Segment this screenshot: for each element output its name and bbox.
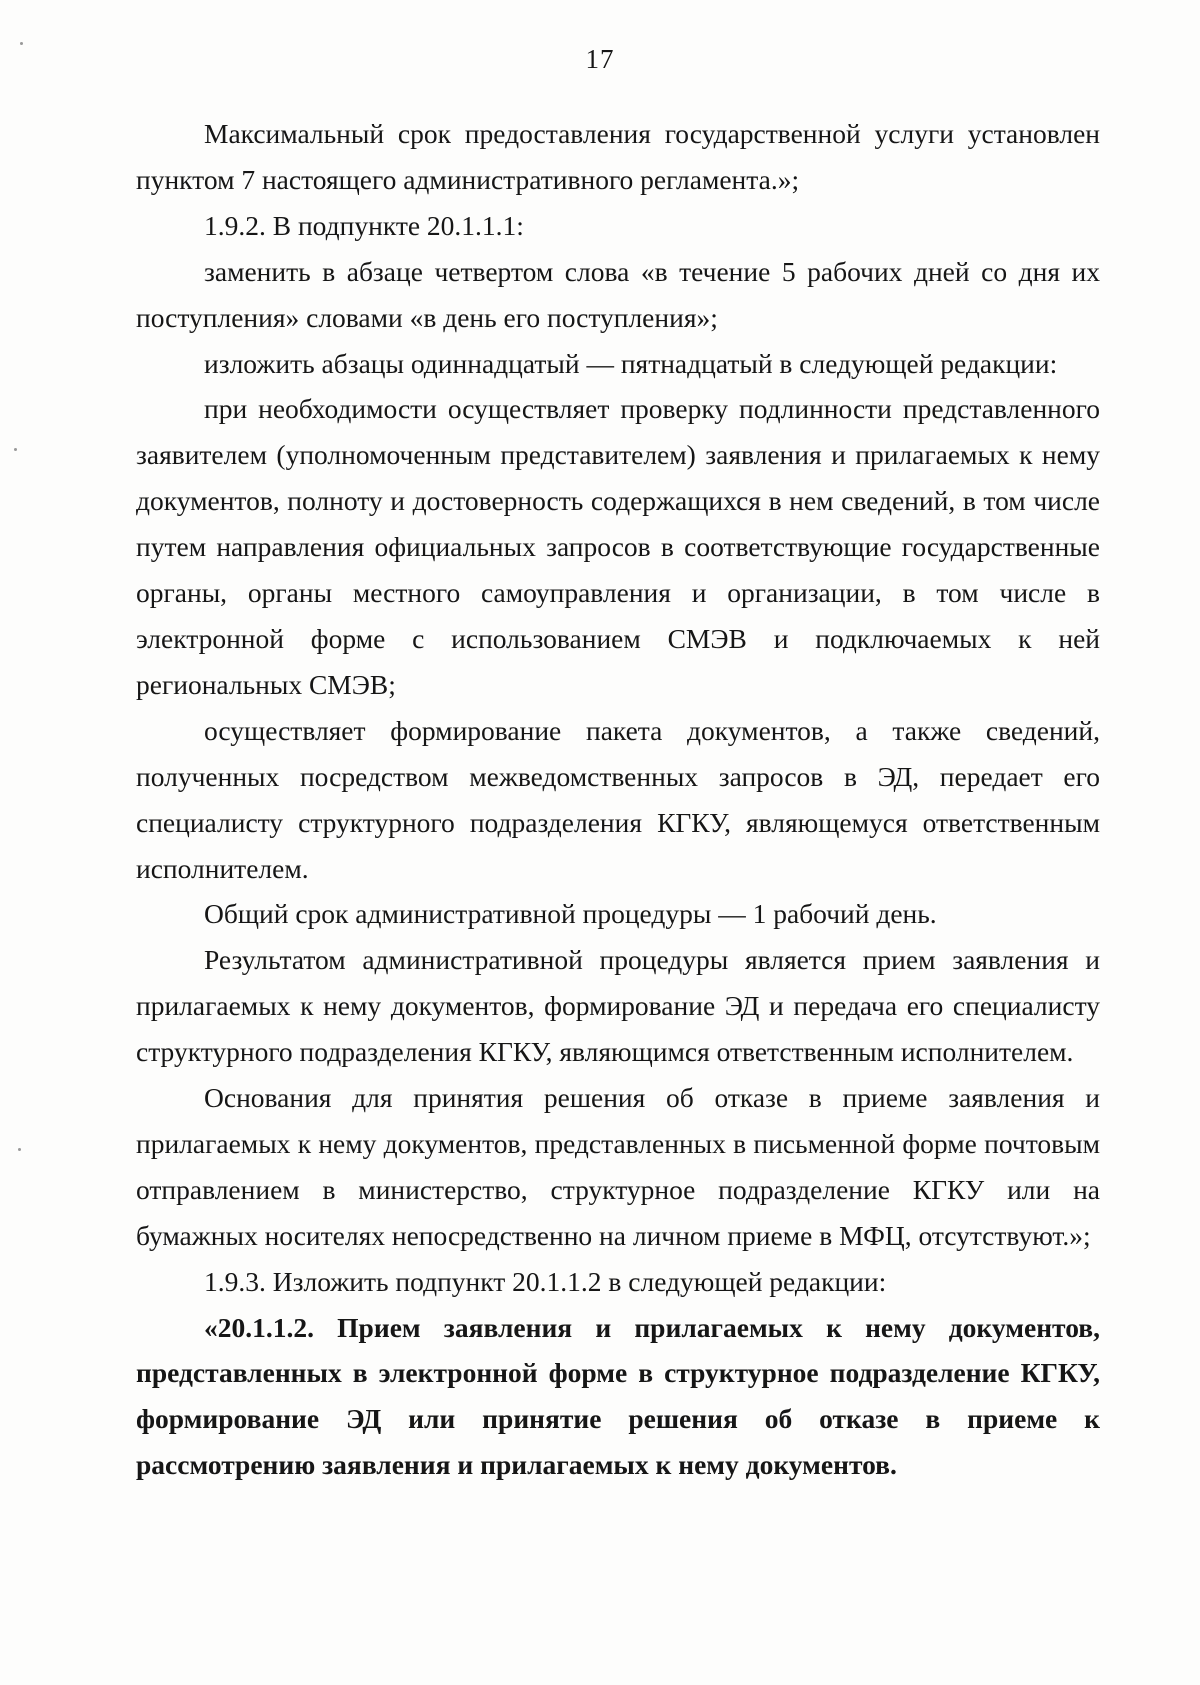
paragraph-section-20-1-1-2: «20.1.1.2. Прием заявления и прилагаемых к нему документов, представленных в электронной форме в структурное подразделение КГКУ, формирование ЭД или принятие решения об отказе в приеме к рассмотрению заявления и прилагаемых к нему документов. [136, 1311, 1100, 1481]
paragraph-verification: при необходимости осуществляет проверку подлинности представленного заявителем (уполномоченным представителем) заявления и прилагаемых к нему документов, полноту и достоверность содержащихся в нем сведений, в том числе путем направления официальных запросов в соответствующие государственные органы, органы местного самоуправления и организации, в том числе в электронной форме с использованием СМЭВ и подключаемых к ней региональных СМЭВ; [136, 393, 1100, 700]
scan-speck [20, 42, 23, 45]
paragraph-item-1-9-3: 1.9.3. Изложить подпункт 20.1.1.2 в следующей редакции: [204, 1265, 887, 1297]
paragraph-total-term: Общий срок административной процедуры — 1 рабочий день. [204, 898, 937, 930]
document-body [136, 111, 1100, 1488]
paragraph-restate-paragraphs: изложить абзацы одиннадцатый — пятнадцатый в следующей редакции: [204, 347, 1058, 379]
paragraph-item-1-9-2: 1.9.2. В подпункте 20.1.1.1: [204, 209, 524, 241]
paragraph-replace-words: заменить в абзаце четвертом слова «в течение 5 рабочих дней со дня их поступления» словами «в день его поступления»; [136, 255, 1100, 333]
paragraph-refusal-grounds: Основания для принятия решения об отказе в приеме заявления и прилагаемых к нему документов, представленных в письменной форме почтовым отправлением в министерство, структурное подразделение КГКУ или на бумажных носителях непосредственно на личном приеме в МФЦ, отсутствуют.»; [136, 1082, 1100, 1251]
page-number: 17 [585, 44, 615, 74]
scan-speck [14, 448, 17, 451]
paragraph-max-term: Максимальный срок предоставления государственной услуги установлен пунктом 7 настоящего административного регламента.»; [136, 118, 1100, 195]
paragraph-document-package: осуществляет формирование пакета документов, а также сведений, полученных посредством межведомственных запросов в ЭД, передает его специалисту структурного подразделения КГКУ, являющемуся ответственным исполнителем. [136, 714, 1100, 884]
paragraph-result: Результатом административной процедуры является прием заявления и прилагаемых к нему документов, формирование ЭД и передача его специалисту структурного подразделения КГКУ, являющимся ответственным исполнителем. [136, 944, 1100, 1068]
scan-speck [18, 1148, 21, 1151]
